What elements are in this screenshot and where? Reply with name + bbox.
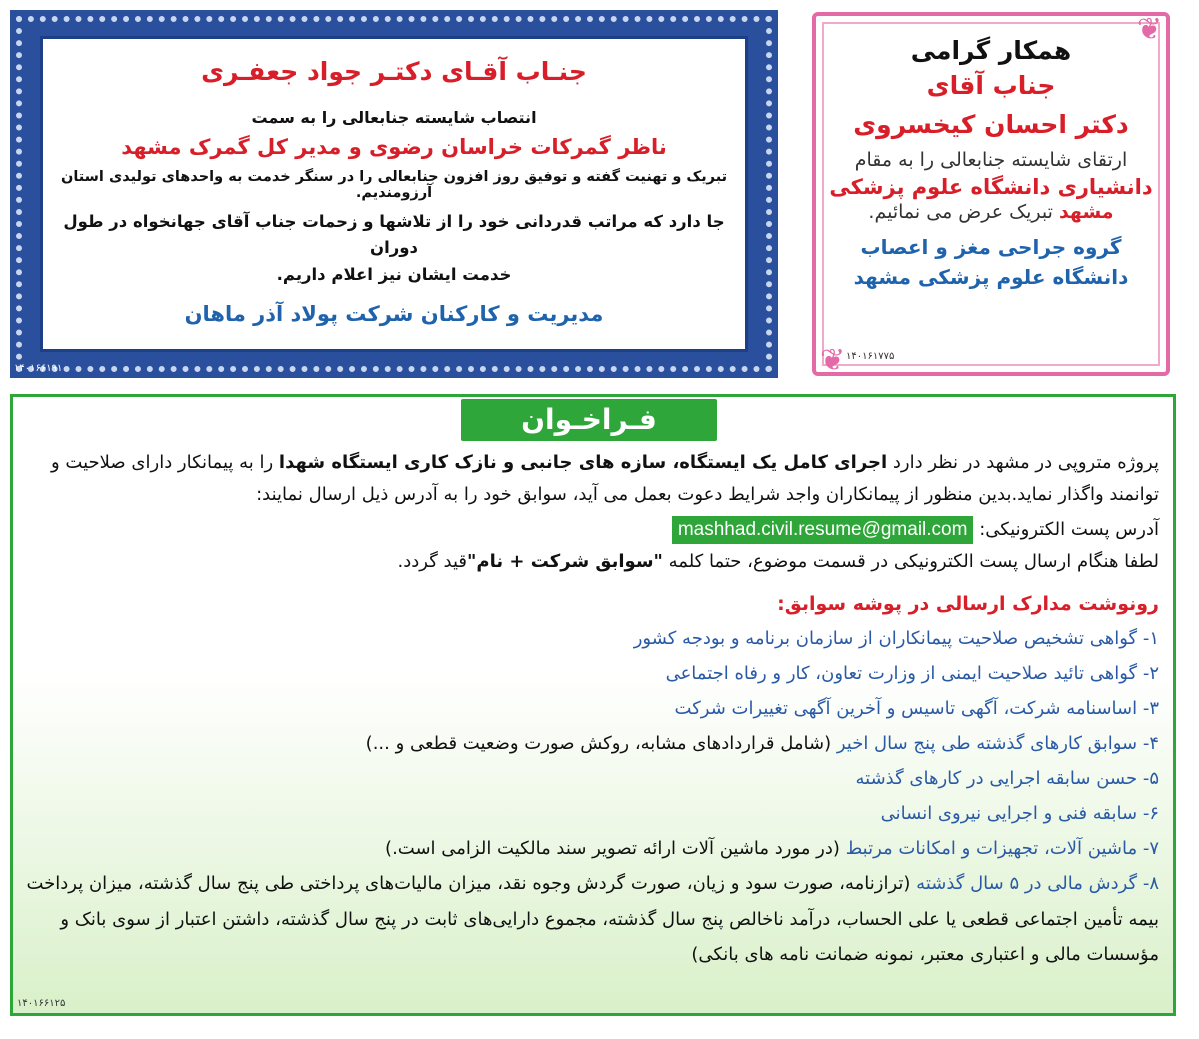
item-number: ۸- <box>1142 873 1159 895</box>
ad-text-line: تبریک عرض می نمائیم. <box>868 201 1059 223</box>
ad-name: دکتر احسان کیخسروی <box>853 110 1129 139</box>
email-address[interactable]: mashhad.civil.resume@gmail.com <box>672 516 974 544</box>
call-for-tender-ad <box>10 394 1176 1016</box>
item-title: گردش مالی در ۵ سال گذشته <box>916 873 1143 895</box>
item-number: ۳- <box>1142 697 1159 719</box>
list-item <box>25 656 1159 691</box>
subject-keyword: "سوابق شرکت + نام" <box>467 551 663 573</box>
ad-text-line: خدمت ایشان نیز اعلام داریم. <box>276 264 512 284</box>
call-text: پروژه متروپی در مشهد در نظر دارد <box>887 452 1159 473</box>
list-item <box>25 726 1159 761</box>
ad-text: تبریک و تهنیت گفته و توفیق روز افزون جنابعالی را در سنگر خدمت به واحدهای تولیدی استان آرزومندیم. <box>60 169 728 201</box>
documents-list <box>25 621 1159 972</box>
item-number: ۴- <box>1142 733 1159 755</box>
ad-text <box>43 209 745 288</box>
item-number: ۲- <box>1142 662 1159 684</box>
email-row <box>25 514 1159 546</box>
ad-code: ۱۴۰۱۶۶۱۹۱ <box>14 363 63 374</box>
call-body <box>25 447 1159 972</box>
ad-signature: دانشگاه علوم پزشکی مشهد <box>853 265 1129 289</box>
list-item <box>25 796 1159 831</box>
call-paragraph <box>25 546 1159 578</box>
item-title: سوابق کارهای گذشته طی پنج سال اخیر <box>836 733 1143 755</box>
item-number: ۶- <box>1142 803 1159 825</box>
item-title: گواهی تائید صلاحیت ایمنی از وزارت تعاون، کار و رفاه اجتماعی <box>665 662 1143 684</box>
ad-position: ناظر گمرکات خراسان رضوی و مدیر کل گمرک مشهد <box>121 135 667 159</box>
congratulation-ad-customs <box>10 10 778 378</box>
congratulation-ad-university <box>812 12 1170 376</box>
item-detail: (شامل قراردادهای مشابه، روکش صورت وضعیت قطعی و ...) <box>365 733 837 755</box>
item-title: سابقه فنی و اجرایی نیروی انسانی <box>880 803 1143 825</box>
item-number: ۵- <box>1142 768 1159 790</box>
ad-content <box>40 36 748 352</box>
item-detail: (در مورد ماشین آلات ارائه تصویر سند مالکیت الزامی است.) <box>385 838 846 860</box>
list-item <box>25 691 1159 726</box>
ad-text-line: جا دارد که مراتب قدردانی خود را از تلاشها و زحمات جناب آقای جهانخواه در طول دوران <box>63 212 725 258</box>
list-item <box>25 831 1159 866</box>
ornament-icon: ❦ <box>820 343 846 378</box>
ad-text: ارتقای شایسته جنابعالی را به مقام <box>854 149 1128 171</box>
item-title: گواهی تشخیص صلاحیت پیمانکاران از سازمان برنامه و بودجه کشور <box>633 627 1143 649</box>
item-title: اساسنامه شرکت، آگهی تاسیس و آخرین آگهی تغییرات شرکت <box>674 697 1143 719</box>
call-title: فـراخـوان <box>461 399 717 441</box>
call-paragraph <box>25 447 1159 512</box>
list-item <box>25 621 1159 656</box>
call-text: را به پیمانکار دارای صلاحیت و توانمند واگذار نماید.بدین منظور از پیمانکاران واجد شرایط دعوت بعمل می آید، سوابق خود را به آدرس ذیل ارسال نمایند: <box>51 452 1159 506</box>
ad-heading: جنـاب آقـای دکتـر جواد جعفـری <box>201 57 587 86</box>
item-detail: (ترازنامه، صورت سود و زیان، صورت گردش وجوه نقد، میزان مالیات‌های پرداختی طی پنج سال گذشته، میزان پرداخت بیمه تأمین اجتماعی قطعی یا علی الحساب، درآمد ناخالص پنج سال گذشته، مجموع دارایی‌های ثابت در پنج سال گذشته، داشتن اعتبار از سوی بانک و مؤسسات مالی و اعتباری معتبر، نمونه ضمانت نامه های بانکی) <box>26 873 1159 965</box>
item-title: ماشین آلات، تجهیزات و امکانات مرتبط <box>845 838 1143 860</box>
ad-signature: گروه جراحی مغز و اعصاب <box>860 235 1122 259</box>
email-label: آدرس پست الکترونیکی: <box>979 518 1159 540</box>
ad-inner-border <box>822 22 1160 366</box>
ad-title: جناب آقای <box>926 71 1056 100</box>
item-number: ۷- <box>1142 838 1159 860</box>
ad-greeting: همکار گرامی <box>910 36 1072 65</box>
item-number: ۱- <box>1142 627 1159 649</box>
call-project: اجرای کامل یک ایستگاه، سازه های جانبی و نازک کاری ایستگاه شهدا <box>278 452 888 473</box>
ad-code: ۱۴۰۱۶۱۷۷۵ <box>846 351 895 362</box>
documents-heading: رونوشت مدارک ارسالی در پوشه سوابق: <box>777 592 1159 615</box>
ad-code: ۱۴۰۱۶۶۱۲۵ <box>17 998 66 1009</box>
ad-signature: مدیریت و کارکنان شرکت پولاد آذر ماهان <box>184 302 604 327</box>
ad-city: مشهد <box>1058 201 1114 223</box>
item-title: حسن سابقه اجرایی در کارهای گذشته <box>855 768 1143 790</box>
ad-position: دانشیاری دانشگاه علوم پزشکی <box>829 175 1153 199</box>
list-item <box>25 761 1159 796</box>
ornament-icon: ❦ <box>1136 12 1162 47</box>
call-text: قید گردد. <box>397 551 468 573</box>
list-item <box>25 866 1159 971</box>
ad-text: انتصاب شایسته جنابعالی را به سمت <box>251 108 537 127</box>
call-text: لطفا هنگام ارسال پست الکترونیکی در قسمت موضوع، حتما کلمه <box>662 551 1159 573</box>
